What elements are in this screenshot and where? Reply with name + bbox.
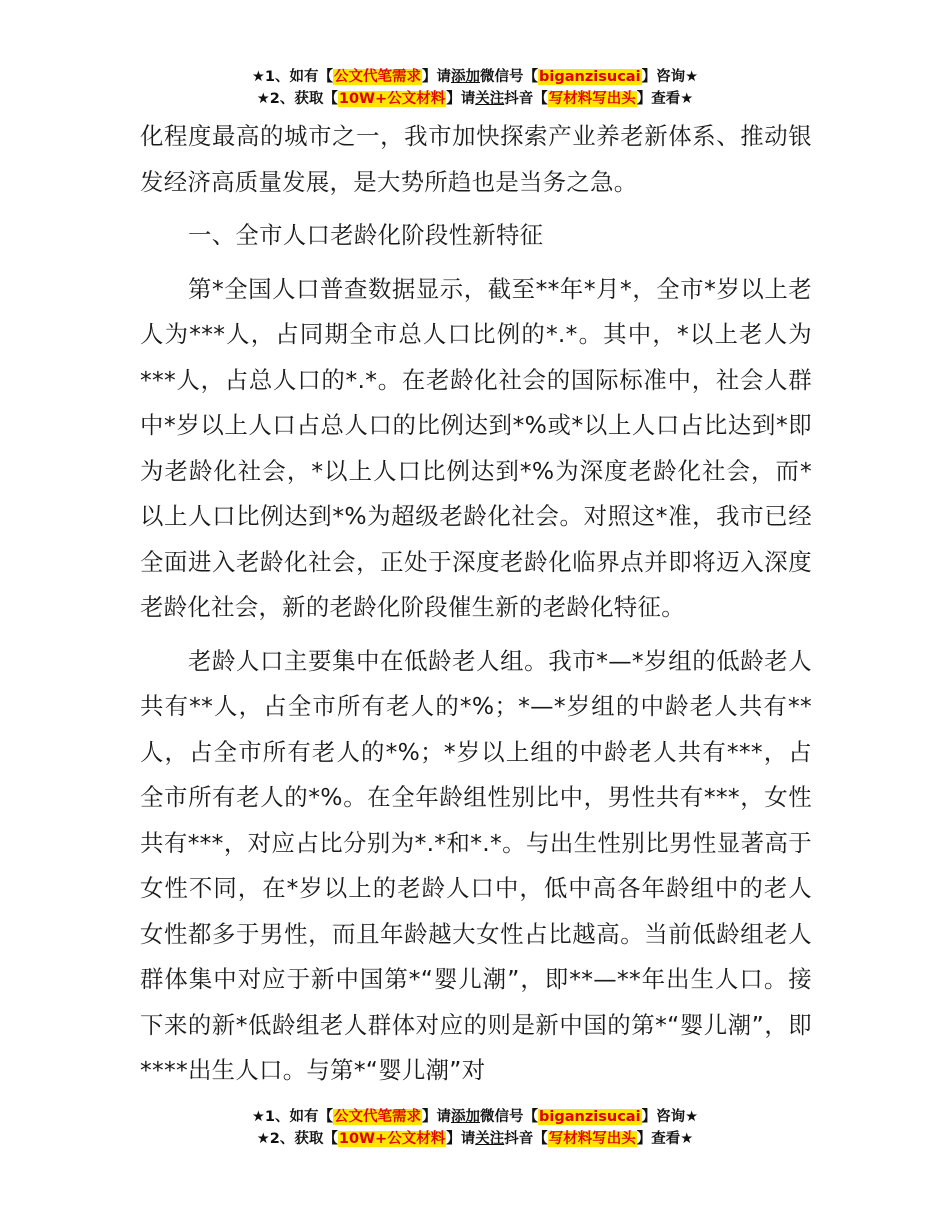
banner-line-2: ★2、获取【10W+公文材料】请关注抖音【写材料写出头】查看★	[256, 1131, 694, 1147]
banner-line-1: ★1、如有【公文代笔需求】请添加微信号【biganzisucai】咨询★	[251, 1109, 699, 1125]
document-body	[140, 114, 812, 1094]
highlight-douyin: 写材料写出头	[548, 1131, 636, 1147]
highlight-douyin: 写材料写出头	[548, 91, 636, 107]
highlight-wechat-id: biganzisucai	[539, 1109, 641, 1125]
header-banner	[0, 66, 950, 110]
highlight-ghostwriting: 公文代笔需求	[334, 69, 422, 85]
paragraph-age-groups: 老龄人口主要集中在低龄老人组。我市*—*岁组的低龄老人共有**人，占全市所有老人的*%；*—*岁组的中龄老人共有**人，占全市所有老人的*%；*岁以上组的中龄老人共有***，占全市所有老人的*%。在全年龄组性别比中，男性共有***，女性共有***，对应占比分别为*.*和*.*。与出生性别比男性显著高于女性不同，在*岁以上的老龄人口中，低中高各年龄组中的老人女性都多于男性，而且年龄越大女性占比越高。当前低龄组老人群体集中对应于新中国第*“婴儿潮”，即**—**年出生人口。接下来的新*低龄组老人群体对应的则是新中国的第*“婴儿潮”，即****出生人口。与第*“婴儿潮”对	[140, 646, 812, 1084]
footer-banner	[0, 1106, 950, 1150]
banner-line-2: ★2、获取【10W+公文材料】请关注抖音【写材料写出头】查看★	[256, 91, 694, 107]
banner-line-1: ★1、如有【公文代笔需求】请添加微信号【biganzisucai】咨询★	[251, 69, 699, 85]
highlight-materials: 10W+公文材料	[338, 1131, 446, 1147]
paragraph-continued: 化程度最高的城市之一，我市加快探索产业养老新体系、推动银发经济高质量发展，是大势所趋也是当务之急。	[140, 122, 812, 196]
highlight-wechat-id: biganzisucai	[539, 69, 641, 85]
highlight-materials: 10W+公文材料	[338, 91, 446, 107]
paragraph-census: 第*全国人口普查数据显示，截至**年*月*，全市*岁以上老人为***人，占同期全市总人口比例的*.*。其中，*以上老人为***人，占总人口的*.*。在老龄化社会的国际标准中，社会人群中*岁以上人口占总人口的比例达到*%或*以上人口占比达到*即为老龄化社会，*以上人口比例达到*%为深度老龄化社会，而*以上人口比例达到*%为超级老龄化社会。对照这*准，我市已经全面进入老龄化社会，正处于深度老龄化临界点并即将迈入深度老龄化社会，新的老龄化阶段催生新的老龄化特征。	[140, 274, 812, 621]
section-heading: 一、全市人口老龄化阶段性新特征	[188, 221, 544, 249]
highlight-ghostwriting: 公文代笔需求	[334, 1109, 422, 1125]
